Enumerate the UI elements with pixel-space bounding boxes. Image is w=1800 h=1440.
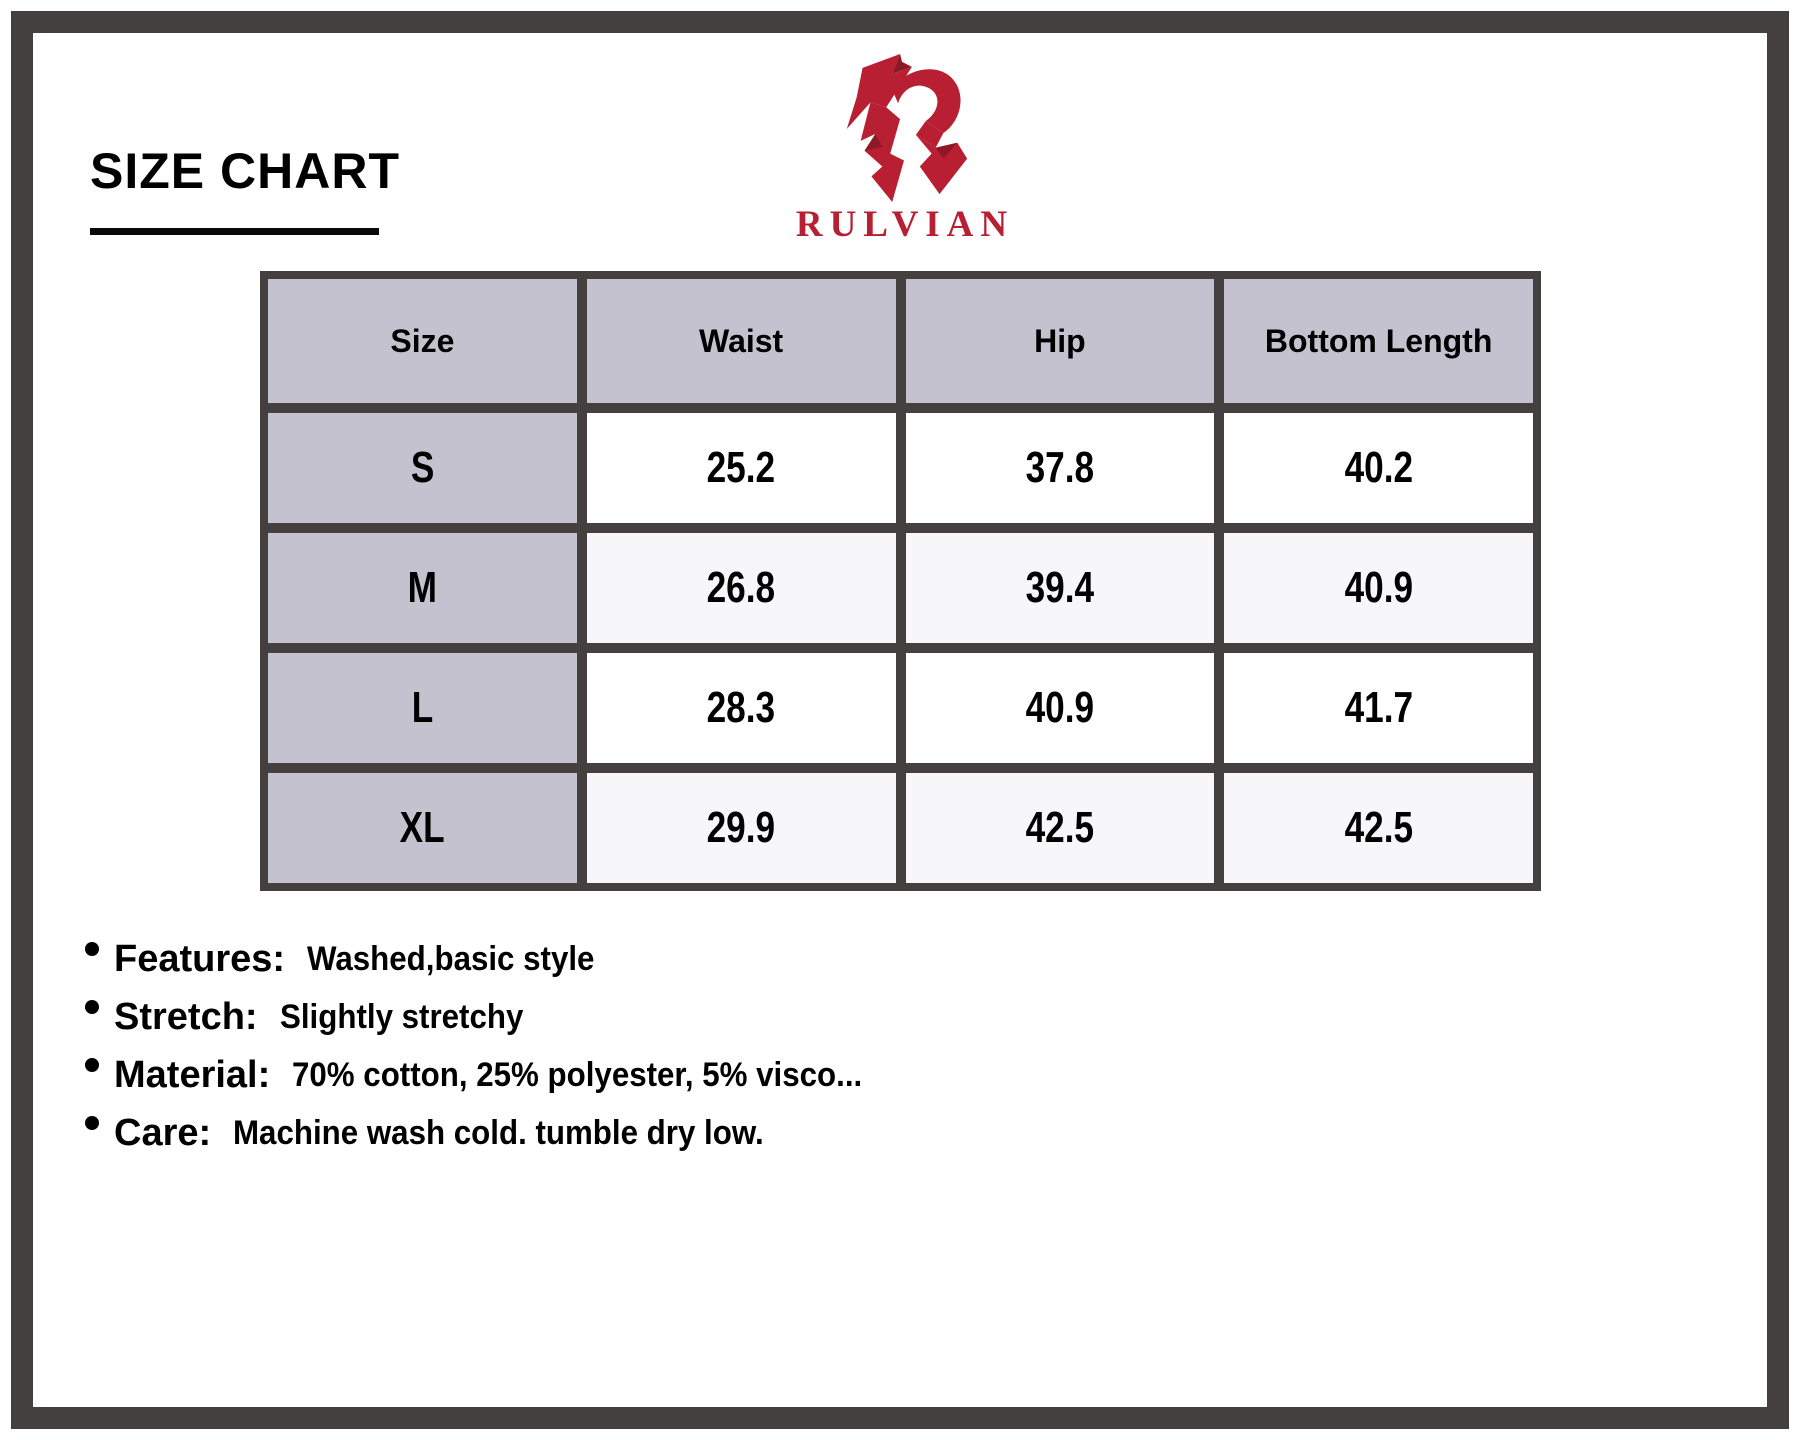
detail-value: Machine wash cold. tumble dry low.: [233, 1114, 764, 1152]
row-l-hip: 40.9: [906, 653, 1215, 763]
detail-label: Features:: [114, 938, 286, 980]
col-header-waist: Waist: [587, 279, 896, 403]
detail-material: [85, 1046, 912, 1104]
col-header-hip: Hip: [906, 279, 1215, 403]
detail-care: [85, 1104, 912, 1162]
row-m-waist: 26.8: [587, 533, 896, 643]
row-l-bottom-length: 41.7: [1224, 653, 1533, 763]
row-m-size: M: [268, 533, 577, 643]
row-s-waist: 25.2: [587, 413, 896, 523]
detail-features: [85, 930, 912, 988]
detail-value: 70% cotton, 25% polyester, 5% visco...: [292, 1056, 863, 1094]
brand-logo-r-icon: [840, 54, 970, 202]
row-xl-hip: 42.5: [906, 773, 1215, 883]
title-underline: [90, 228, 379, 235]
row-xl-bottom-length: 42.5: [1224, 773, 1533, 883]
row-xl-waist: 29.9: [587, 773, 896, 883]
row-m-bottom-length: 40.9: [1224, 533, 1533, 643]
detail-stretch: [85, 988, 912, 1046]
page-title: SIZE CHART: [90, 143, 400, 199]
row-m-hip: 39.4: [906, 533, 1215, 643]
row-l-waist: 28.3: [587, 653, 896, 763]
col-header-size: Size: [268, 279, 577, 403]
col-header-bottom-length: Bottom Length: [1224, 279, 1533, 403]
detail-label: Material:: [114, 1054, 271, 1096]
row-xl-size: XL: [268, 773, 577, 883]
detail-label: Stretch:: [114, 996, 258, 1038]
row-s-hip: 37.8: [906, 413, 1215, 523]
detail-label: Care:: [114, 1112, 212, 1154]
row-s-size: S: [268, 413, 577, 523]
bullet-icon: [85, 1000, 99, 1014]
detail-value: Washed,basic style: [307, 940, 595, 978]
bullet-icon: [85, 1116, 99, 1130]
row-l-size: L: [268, 653, 577, 763]
bullet-icon: [85, 1058, 99, 1072]
bullet-icon: [85, 942, 99, 956]
size-table: [260, 271, 1541, 891]
detail-list: [85, 930, 912, 1162]
brand-name: RULVIAN: [795, 204, 1015, 245]
row-s-bottom-length: 40.2: [1224, 413, 1533, 523]
detail-value: Slightly stretchy: [279, 998, 523, 1036]
